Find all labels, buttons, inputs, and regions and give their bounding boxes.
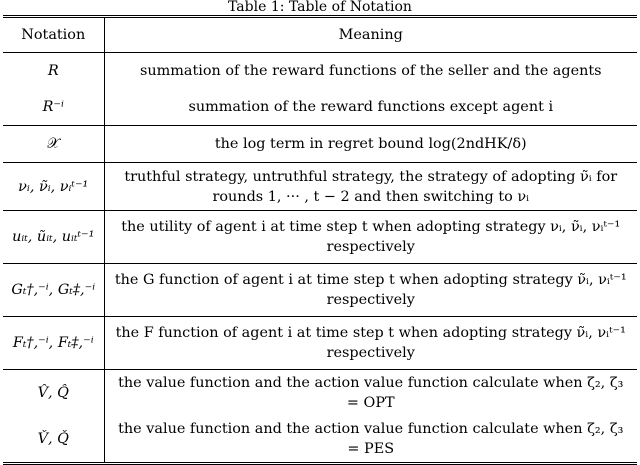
meaning-cell: the log term in regret bound log(2ndHK/δ)	[104, 126, 637, 163]
meaning-cell: the utility of agent i at time step t when adopting strategy νᵢ, ν̃ᵢ, νᵢᵗ⁻¹ respectively	[104, 211, 637, 264]
notation-cell: Gₜ†,⁻ⁱ, Gₜ‡,⁻ⁱ	[3, 264, 104, 317]
table-row	[3, 211, 637, 264]
notation-cell: V̌, Q̌	[3, 416, 104, 464]
notation-cell: V̂, Q̂	[3, 370, 104, 417]
table-row	[3, 53, 637, 90]
table-row	[3, 126, 637, 163]
notation-cell: R⁻ⁱ	[3, 89, 104, 126]
table-row	[3, 416, 637, 464]
meaning-cell: the F function of agent i at time step t when adopting strategy ν̃ᵢ, νᵢᵗ⁻¹ respectively	[104, 317, 637, 370]
notation-cell: νᵢ, ν̃ᵢ, νᵢᵗ⁻¹	[3, 163, 104, 211]
table-caption: Table 1: Table of Notation	[228, 0, 412, 15]
table-row	[3, 163, 637, 211]
table-header-row	[3, 17, 637, 53]
table-row	[3, 317, 637, 370]
meaning-cell: truthful strategy, untruthful strategy, the strategy of adopting ν̃ᵢ for rounds 1, ··· , t − 2 and then switching to νᵢ	[104, 163, 637, 211]
table-row	[3, 370, 637, 417]
notation-cell: R	[3, 53, 104, 90]
table-row	[3, 264, 637, 317]
meaning-cell: the G function of agent i at time step t when adopting strategy ν̃ᵢ, νᵢᵗ⁻¹ respectively	[104, 264, 637, 317]
meaning-cell: the value function and the action value function calculate when ζ₂, ζ₃ = OPT	[104, 370, 637, 417]
header-notation: Notation	[3, 17, 104, 53]
notation-table	[3, 15, 637, 465]
notation-cell: Fₜ†,⁻ⁱ, Fₜ‡,⁻ⁱ	[3, 317, 104, 370]
table-row	[3, 89, 637, 126]
meaning-cell: the value function and the action value function calculate when ζ₂, ζ₃ = PES	[104, 416, 637, 464]
meaning-cell: summation of the reward functions except agent i	[188, 99, 554, 115]
notation-cell: uᵢₜ, ũᵢₜ, uᵢₜᵗ⁻¹	[3, 211, 104, 264]
meaning-cell: summation of the reward functions of the seller and the agents	[139, 63, 602, 79]
header-meaning: Meaning	[104, 17, 637, 53]
notation-cell: 𝒳	[3, 126, 104, 163]
